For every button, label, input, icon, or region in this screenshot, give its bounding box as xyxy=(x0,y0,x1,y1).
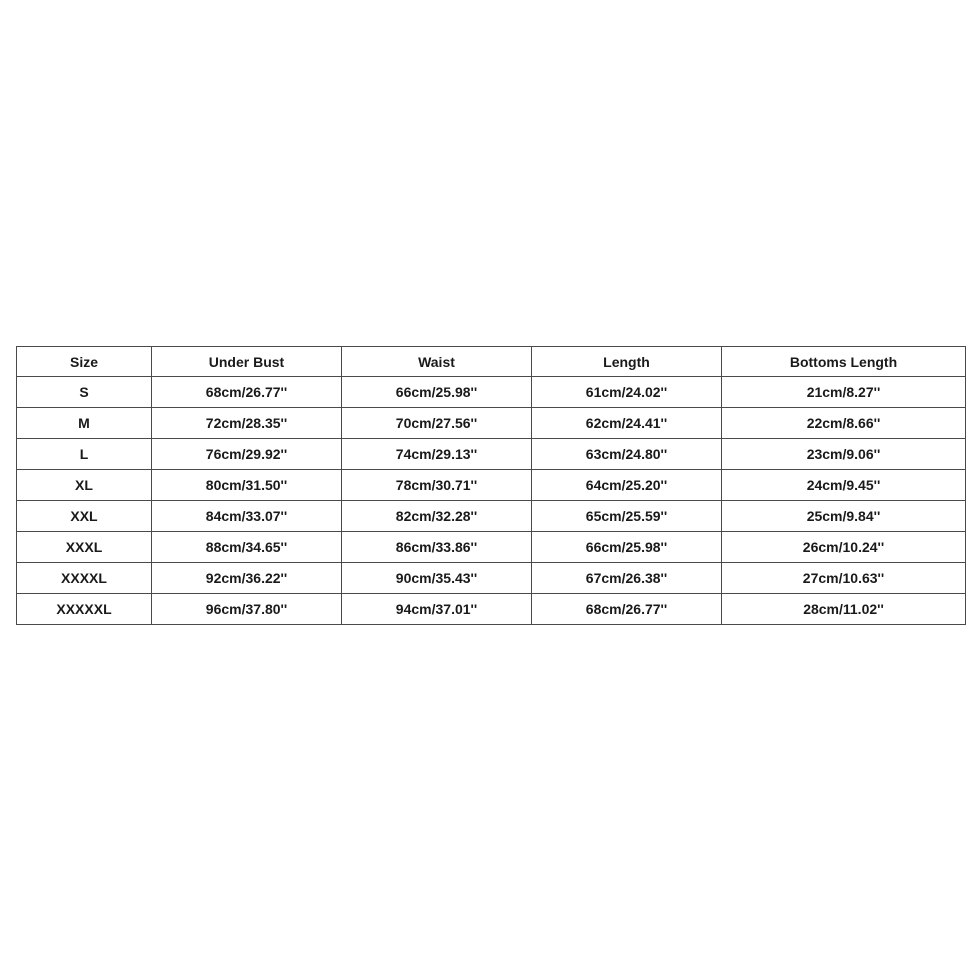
cell-under-bust: 92cm/36.22'' xyxy=(152,563,342,594)
cell-under-bust: 72cm/28.35'' xyxy=(152,408,342,439)
cell-waist: 82cm/32.28'' xyxy=(342,501,532,532)
header-bottoms-length: Bottoms Length xyxy=(722,347,966,377)
cell-bottoms-length: 25cm/9.84'' xyxy=(722,501,966,532)
table-row xyxy=(17,377,966,408)
cell-bottoms-length: 26cm/10.24'' xyxy=(722,532,966,563)
cell-size: XXXL xyxy=(17,532,152,563)
cell-length: 62cm/24.41'' xyxy=(532,408,722,439)
table-row xyxy=(17,594,966,625)
header-length: Length xyxy=(532,347,722,377)
cell-size: XXXXXL xyxy=(17,594,152,625)
cell-bottoms-length: 23cm/9.06'' xyxy=(722,439,966,470)
cell-under-bust: 96cm/37.80'' xyxy=(152,594,342,625)
cell-bottoms-length: 28cm/11.02'' xyxy=(722,594,966,625)
cell-length: 65cm/25.59'' xyxy=(532,501,722,532)
cell-waist: 94cm/37.01'' xyxy=(342,594,532,625)
header-row xyxy=(17,347,966,377)
cell-length: 66cm/25.98'' xyxy=(532,532,722,563)
cell-under-bust: 84cm/33.07'' xyxy=(152,501,342,532)
cell-waist: 90cm/35.43'' xyxy=(342,563,532,594)
table-row xyxy=(17,408,966,439)
cell-under-bust: 80cm/31.50'' xyxy=(152,470,342,501)
cell-size: M xyxy=(17,408,152,439)
cell-bottoms-length: 24cm/9.45'' xyxy=(722,470,966,501)
cell-bottoms-length: 22cm/8.66'' xyxy=(722,408,966,439)
cell-size: XL xyxy=(17,470,152,501)
cell-waist: 70cm/27.56'' xyxy=(342,408,532,439)
cell-bottoms-length: 27cm/10.63'' xyxy=(722,563,966,594)
cell-size: XXL xyxy=(17,501,152,532)
cell-under-bust: 68cm/26.77'' xyxy=(152,377,342,408)
cell-length: 64cm/25.20'' xyxy=(532,470,722,501)
size-chart-table xyxy=(16,346,966,625)
cell-waist: 66cm/25.98'' xyxy=(342,377,532,408)
cell-waist: 74cm/29.13'' xyxy=(342,439,532,470)
cell-size: L xyxy=(17,439,152,470)
table-row xyxy=(17,563,966,594)
table-row xyxy=(17,501,966,532)
table-row xyxy=(17,532,966,563)
cell-length: 61cm/24.02'' xyxy=(532,377,722,408)
cell-waist: 86cm/33.86'' xyxy=(342,532,532,563)
table-row xyxy=(17,470,966,501)
cell-under-bust: 88cm/34.65'' xyxy=(152,532,342,563)
cell-size: S xyxy=(17,377,152,408)
header-size: Size xyxy=(17,347,152,377)
cell-waist: 78cm/30.71'' xyxy=(342,470,532,501)
cell-length: 68cm/26.77'' xyxy=(532,594,722,625)
header-waist: Waist xyxy=(342,347,532,377)
cell-length: 63cm/24.80'' xyxy=(532,439,722,470)
cell-bottoms-length: 21cm/8.27'' xyxy=(722,377,966,408)
table-row xyxy=(17,439,966,470)
header-under-bust: Under Bust xyxy=(152,347,342,377)
cell-size: XXXXL xyxy=(17,563,152,594)
cell-under-bust: 76cm/29.92'' xyxy=(152,439,342,470)
cell-length: 67cm/26.38'' xyxy=(532,563,722,594)
